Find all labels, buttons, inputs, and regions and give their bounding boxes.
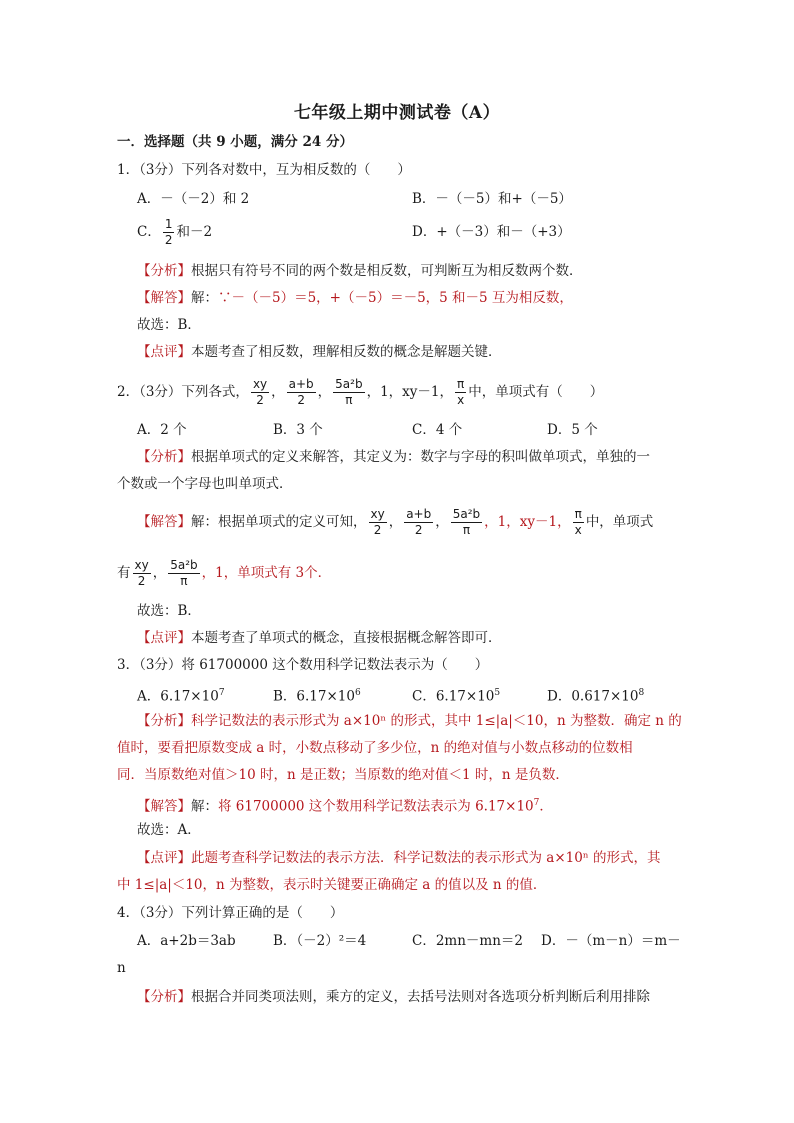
answer-exponent: 7: [533, 798, 540, 808]
fraction-denominator: 2: [373, 523, 382, 537]
q1-option-c-fraction: [163, 217, 175, 248]
analysis-text: 根据单项式的定义来解答，其定义为：数字与字母的积叫做单项式，单独的一: [191, 449, 650, 465]
q2-stem-middle: ，1，xy－1，: [366, 384, 454, 400]
q1-option-d: D．+（－3）和－（+3）: [412, 224, 571, 240]
q3-option-c-exponent: 5: [494, 688, 501, 698]
answer-tag: 【解答】: [137, 514, 191, 530]
q2-answer-fraction-4: [573, 507, 584, 538]
answer-text: ∵－（－5）＝5，+（－5）＝－5，5 和－5 互为相反数，: [218, 290, 573, 306]
q1-choice: 故选：B．: [137, 317, 201, 333]
fraction-denominator: x: [457, 393, 465, 407]
analysis-text: 根据合并同类项法则，乘方的定义，去括号法则对各选项分析判断后利用排除: [191, 989, 650, 1005]
q4-option-a: A．a+2b＝3ab: [137, 933, 236, 949]
q2-analysis-line-1: [137, 447, 650, 467]
q2-answer-line-1: 【解答】解：根据单项式的定义可知， $\frac{xy}{2}$ ， $\frac{a+b}{2}$ ， $\frac{\text{5a²b}}{\pi}$ ，1，xy－1， $\frac{\pi}{x}$ 中，单项式: [137, 507, 654, 537]
q2-answer2-fraction-2: [168, 558, 199, 589]
fraction-denominator: 2: [256, 393, 264, 407]
q2-analysis-line-2: 个数或一个字母也叫单项式．: [117, 476, 293, 492]
answer-end: ．: [539, 798, 553, 815]
fraction-denominator: x: [574, 523, 582, 537]
q2-fraction-2: [287, 377, 316, 408]
q1-option-c-prefix: C．: [137, 224, 161, 240]
q3-review-line-2: 中 1≤|a|＜10，n 为整数，表示时关键要正确确定 a 的值以及 n 的值．: [117, 877, 547, 893]
q2-answer-fraction-3: [451, 507, 482, 538]
fraction-numerator: 5a²b: [170, 558, 198, 572]
q2-option-b: B．3 个: [273, 422, 323, 438]
fraction-numerator: 1: [164, 217, 173, 231]
q4-analysis: [137, 987, 650, 1007]
q1-stem: 1．（3分）下列各对数中，互为相反数的（ ）: [117, 162, 411, 178]
analysis-text: 科学记数法的表示形式为 a×10ⁿ 的形式，其中 1≤|a|＜10，n 为整数．确定 n 的: [191, 713, 682, 729]
analysis-tag: 【分析】: [137, 989, 191, 1005]
fraction-numerator: 5a²b: [335, 377, 363, 391]
q3-option-d: [547, 683, 644, 707]
answer2-suffix: ，1，单项式有 3个．: [201, 565, 332, 581]
analysis-text: 根据只有符号不同的两个数是相反数，可判断互为相反数两个数．: [191, 263, 583, 279]
fraction-denominator: 2: [297, 393, 305, 407]
q2-answer-line-2: 有 $\frac{xy}{2}$ ， $\frac{\text{5a²b}}{\pi}$ ，1，单项式有 3个．: [117, 558, 332, 588]
q3-answer: [137, 793, 553, 817]
fraction-denominator: 2: [414, 523, 423, 537]
review-text: 此题考查科学记数法的表示方法．科学记数法的表示形式为 a×10ⁿ 的形式，其: [191, 850, 661, 866]
q3-option-d-base: D．0.617×10: [547, 688, 639, 705]
q1-review: [137, 342, 502, 362]
fraction-numerator: xy: [134, 558, 149, 572]
q2-answer2-fraction-1: [133, 558, 151, 589]
q2-answer-fraction-2: [404, 507, 433, 538]
q2-answer-fraction-1: [369, 507, 387, 538]
q3-option-c: [412, 683, 500, 707]
answer-suffix: 中，单项式: [585, 514, 654, 530]
answer-prefix: 解：根据单项式的定义可知，: [191, 514, 367, 530]
q4-stem: 4．（3分）下列计算正确的是（ ）: [117, 905, 344, 921]
q1-analysis: [137, 261, 583, 281]
answer-prefix: 解：: [191, 798, 218, 815]
answer-tag: 【解答】: [137, 290, 191, 306]
q4-option-c: C．2mn－mn＝2: [412, 933, 523, 949]
fraction-numerator: π: [457, 377, 465, 391]
q3-option-a: [137, 683, 225, 707]
q3-review-line-1: [137, 848, 660, 868]
q1-option-c: [137, 216, 212, 248]
q2-option-d: D．5 个: [547, 422, 598, 438]
fraction-denominator: π: [345, 393, 353, 407]
review-tag: 【点评】: [137, 850, 191, 866]
fraction-numerator: 5a²b: [452, 507, 481, 521]
answer2-prefix: 有: [117, 565, 131, 581]
q4-option-d: D．－（m－n）＝m－: [541, 933, 681, 949]
q3-option-c-base: C．6.17×10: [412, 688, 495, 705]
fraction-numerator: a+b: [288, 377, 314, 391]
review-text: 本题考查了单项式的概念，直接根据概念解答即可．: [191, 630, 502, 646]
analysis-tag: 【分析】: [137, 713, 191, 729]
q1-answer: [137, 288, 573, 308]
analysis-tag: 【分析】: [137, 263, 191, 279]
page-title: 七年级上期中测试卷（A）: [293, 103, 501, 123]
q3-stem: 3．（3分）将 61700000 这个数用科学记数法表示为（ ）: [117, 657, 489, 673]
q3-option-a-base: A．6.17×10: [137, 688, 219, 705]
q3-analysis-line-2: 值时，要看把原数变成 a 时，小数点移动了多少位，n 的绝对值与小数点移动的位数相: [117, 740, 633, 756]
fraction-denominator: 2: [164, 233, 173, 247]
q2-option-a: A．2 个: [137, 422, 187, 438]
fraction-numerator: a+b: [406, 507, 432, 521]
fraction-numerator: xy: [370, 507, 385, 521]
q2-fraction-1: [251, 377, 269, 408]
review-text: 本题考查了相反数，理解相反数的概念是解题关键．: [191, 344, 502, 360]
q3-option-b-exponent: 6: [354, 688, 361, 698]
q1-option-a: A．－（－2）和 2: [137, 191, 250, 207]
fraction-denominator: 2: [137, 574, 146, 588]
q3-analysis-line-3: 同．当原数绝对值＞10 时，n 是正数；当原数的绝对值＜1 时，n 是负数．: [117, 767, 569, 783]
q3-choice: 故选：A．: [137, 822, 201, 838]
q3-analysis-line-1: [137, 711, 682, 731]
q2-choice: 故选：B．: [137, 603, 201, 619]
fraction-numerator: π: [574, 507, 582, 521]
q4-option-d-wrap: n: [117, 960, 126, 976]
q2-stem-prefix: 2．（3分）下列各式，: [117, 384, 249, 400]
analysis-tag: 【分析】: [137, 449, 191, 465]
q4-option-b: B．（－2）²＝4: [273, 933, 367, 949]
q3-option-b-base: B．6.17×10: [273, 688, 355, 705]
q2-stem-suffix: 中，单项式有（ ）: [468, 384, 604, 400]
q3-option-b: [273, 683, 361, 707]
q3-option-a-exponent: 7: [218, 688, 225, 698]
q2-option-c: C．4 个: [412, 422, 463, 438]
fraction-numerator: xy: [252, 377, 268, 391]
q2-fraction-3: [333, 377, 364, 408]
q3-option-d-exponent: 8: [638, 688, 645, 698]
q2-stem: 2．（3分）下列各式， $\frac{xy}{2}$ ， $\frac{a+b}{2}$ ， $\frac{\text{5a²b}}{\pi}$ ，1，xy－1， $\frac{\pi}{x}$ 中，单项式有（ ）: [117, 377, 604, 407]
answer-text: 将 61700000 这个数用科学记数法表示为 6.17×10: [218, 798, 534, 815]
review-tag: 【点评】: [137, 630, 191, 646]
section-heading: 一．选择题（共 9 小题，满分 24 分）: [117, 134, 353, 150]
fraction-denominator: π: [180, 574, 188, 588]
fraction-denominator: π: [462, 523, 471, 537]
q2-fraction-4: [455, 377, 466, 408]
q2-review: [137, 628, 502, 648]
q1-option-c-suffix: 和－2: [176, 224, 213, 240]
answer-prefix: 解：: [191, 290, 218, 306]
review-tag: 【点评】: [137, 344, 191, 360]
answer-tag: 【解答】: [137, 798, 191, 815]
answer-middle: ，1，xy－1，: [484, 514, 571, 530]
q1-option-b: B．－（－5）和+（－5）: [412, 191, 572, 207]
